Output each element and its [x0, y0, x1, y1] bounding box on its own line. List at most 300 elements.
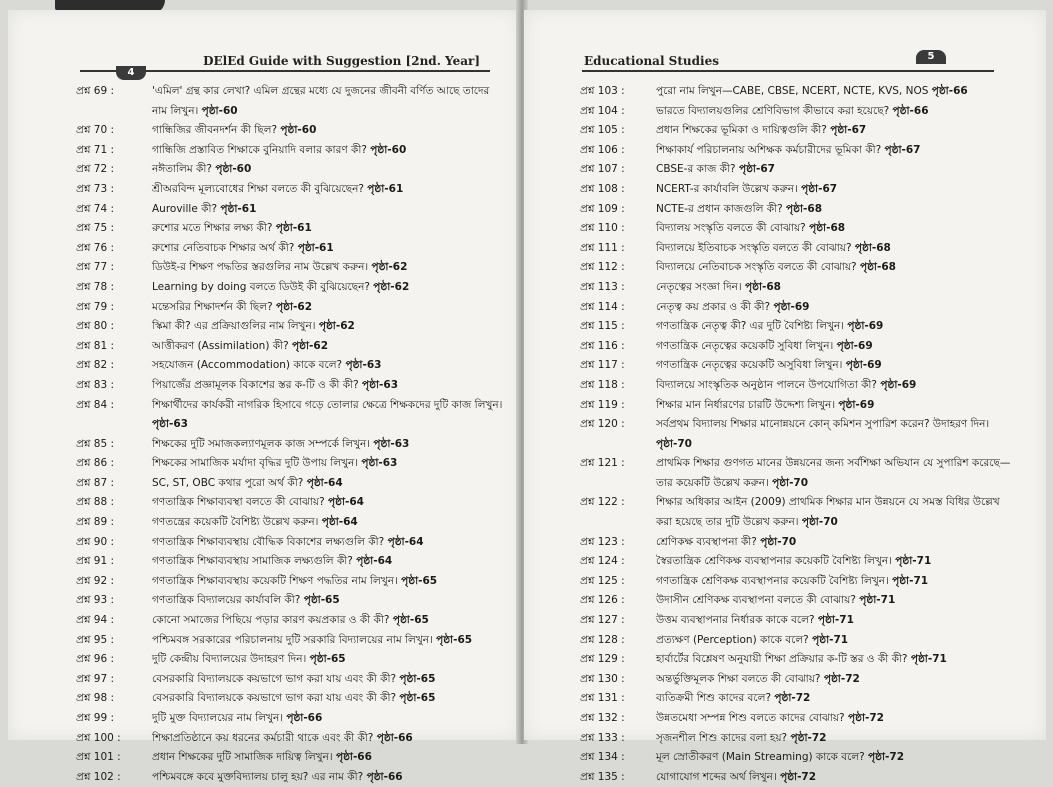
question-number: প্রশ্ন 116 : [580, 339, 625, 352]
question-text: বিদ্যালয় সংস্কৃতি বলতে কী বোঝায়? [656, 222, 806, 235]
question-number: প্রশ্ন 100 : [76, 731, 121, 744]
question-text-wrap [656, 121, 1016, 141]
question-text-wrap [152, 396, 504, 435]
question-item [580, 219, 1016, 239]
left-page [8, 10, 520, 783]
question-number: প্রশ্ন 111 : [580, 241, 625, 254]
question-page-ref: পৃষ্ঠা-63 [345, 359, 382, 372]
question-text: কোনো সমাজের পিছিয়ে পড়ার কারণ কয়প্রকার ও কী কী? [152, 614, 390, 627]
question-text: নঈতালিম কী? [152, 163, 212, 176]
question-number: প্রশ্ন 77 : [76, 261, 115, 274]
question-text: পশ্চিমবঙ্গে কবে মুক্তবিদ্যালয় চালু হয়? এর নাম কী? [152, 770, 364, 783]
question-number: প্রশ্ন 117 : [580, 359, 625, 372]
question-number: প্রশ্ন 91 : [76, 555, 115, 568]
question-page-ref: পৃষ্ঠা-66 [376, 731, 413, 744]
question-text-wrap [152, 219, 504, 239]
question-item [76, 376, 504, 396]
question-page-ref: পৃষ্ঠা-72 [823, 672, 860, 685]
question-text-wrap [152, 454, 504, 474]
question-number: প্রশ্ন 79 : [76, 300, 115, 313]
question-text-wrap [152, 278, 504, 298]
question-number: প্রশ্ন 121 : [580, 457, 625, 470]
question-item [76, 82, 504, 121]
question-text-wrap [656, 376, 1016, 396]
question-page-ref: পৃষ্ঠা-60 [215, 163, 252, 176]
question-number: প্রশ্ন 94 : [76, 614, 115, 627]
question-text: SC, ST, OBC কথার পুরো অর্থ কী? [152, 476, 304, 489]
question-item [76, 239, 504, 259]
question-text: মন্তেসরির শিক্ষাদর্শন কী ছিল? [152, 300, 273, 313]
question-page-ref: পৃষ্ঠা-62 [371, 261, 408, 274]
question-item [76, 768, 504, 787]
question-text: প্রত্যক্ষণ (Perception) কাকে বলে? [656, 633, 809, 646]
question-page-ref: পৃষ্ঠা-69 [880, 378, 917, 391]
question-text-wrap [656, 591, 1016, 611]
question-item [76, 631, 504, 651]
question-item [76, 278, 504, 298]
question-number: প্রশ্ন 113 : [580, 280, 625, 293]
question-text: প্রাথমিক শিক্ষার গুণগত মানের উন্নয়নের জন্য সর্বশিক্ষা অভিযান যে সুপারিশ করেছে—তার কয়েকটি উল্লেখ করুন। [656, 457, 1011, 489]
question-page-ref: পৃষ্ঠা-67 [830, 124, 867, 137]
question-text: গণতান্ত্রিক নেতৃত্বের কয়েকটি সুবিধা লিখুন। [656, 339, 834, 352]
question-text: হার্বার্টের বিশ্লেষণ অনুযায়ী শিক্ষা প্রক্রিয়ার ক-টি স্তর ও কী কী? [656, 653, 908, 666]
question-item [76, 709, 504, 729]
question-text-wrap [656, 200, 1016, 220]
question-text: শিক্ষার্থীদের কার্যকরী নাগরিক হিসাবে গড়ে তোলার ক্ষেত্রে শিক্ষকদের দুটি কাজ লিখুন। [152, 398, 503, 411]
question-text: উত্তম ব্যবস্থাপনার নির্ধারক কাকে বলে? [656, 614, 815, 627]
question-number: প্রশ্ন 96 : [76, 653, 115, 666]
question-text-wrap [656, 670, 1016, 690]
question-item [580, 689, 1016, 709]
question-text: উন্নতমেধা সম্পন্ন শিশু বলতে কাদের বোঝায়? [656, 712, 845, 724]
question-item [76, 258, 504, 278]
question-item [580, 748, 1016, 768]
question-item [76, 533, 504, 553]
question-text-wrap [656, 180, 1016, 200]
question-text: গণতান্ত্রিক শ্রেণিকক্ষ ব্যবস্থাপনার কয়েকটি বৈশিষ্ট্য লিখুন। [656, 574, 889, 587]
question-text: বিদ্যালয়ে ইতিবাচক সংস্কৃতি বলতে কী বোঝায়? [656, 241, 852, 254]
question-page-ref: পৃষ্ঠা-61 [275, 222, 312, 235]
question-page-ref: পৃষ্ঠা-60 [280, 124, 317, 137]
question-text-wrap [656, 219, 1016, 239]
question-page-ref: পৃষ্ঠা-66 [931, 85, 968, 97]
question-number: প্রশ্ন 126 : [580, 594, 625, 607]
question-page-ref: পৃষ্ঠা-70 [801, 516, 838, 529]
question-text-wrap [152, 533, 504, 553]
question-text: নেতৃত্ব কয় প্রকার ও কী কী? [656, 300, 771, 313]
question-text: বেসরকারি বিদ্যালয়কে কয়ভাগে ভাগ করা যায় এবং কী কী? [152, 672, 397, 685]
question-item [76, 356, 504, 376]
question-page-ref: পৃষ্ঠা-64 [321, 516, 358, 529]
question-item [580, 278, 1016, 298]
question-item [76, 474, 504, 494]
question-number: প্রশ্ন 71 : [76, 143, 115, 156]
question-number: প্রশ্ন 82 : [76, 359, 115, 372]
question-text-wrap [152, 376, 504, 396]
question-page-ref: পৃষ্ঠা-65 [303, 594, 340, 607]
question-text-wrap [152, 689, 504, 709]
question-page-ref: পৃষ্ঠা-70 [772, 476, 809, 489]
question-text-wrap [152, 572, 504, 592]
question-page-ref: পৃষ্ঠা-65 [309, 653, 346, 666]
question-text-wrap [152, 709, 504, 729]
right-question-list [580, 82, 1016, 787]
question-page-ref: পৃষ্ঠা-62 [292, 339, 329, 352]
question-item [580, 239, 1016, 259]
question-item [580, 337, 1016, 357]
question-item [580, 82, 1016, 102]
question-text-wrap [656, 768, 1016, 787]
question-page-ref: পৃষ্ঠা-71 [892, 574, 929, 587]
question-item [580, 729, 1016, 749]
question-item [580, 493, 1016, 532]
question-page-ref: পৃষ্ঠা-68 [859, 261, 896, 274]
question-text-wrap [152, 768, 504, 787]
question-text-wrap [656, 258, 1016, 278]
question-text-wrap [656, 141, 1016, 161]
question-text: সৃজনশীল শিশু কাদের বলা হয়? [656, 731, 788, 744]
question-text-wrap [152, 180, 504, 200]
question-number: প্রশ্ন 128 : [580, 633, 625, 646]
question-page-ref: পৃষ্ঠা-60 [370, 143, 407, 156]
question-item [580, 572, 1016, 592]
question-number: প্রশ্ন 107 : [580, 163, 625, 176]
question-number: প্রশ্ন 95 : [76, 633, 115, 646]
question-text: ভারতে বিদ্যালয়গুলির শ্রেণিবিভাগ কীভাবে করা হয়েছে? [656, 104, 890, 117]
question-item [76, 572, 504, 592]
question-item [580, 670, 1016, 690]
question-number: প্রশ্ন 97 : [76, 672, 115, 685]
question-text-wrap [152, 591, 504, 611]
question-item [76, 552, 504, 572]
question-item [76, 591, 504, 611]
question-text-wrap [656, 356, 1016, 376]
question-number: প্রশ্ন 105 : [580, 124, 625, 137]
right-page [524, 10, 1046, 783]
question-page-ref: পৃষ্ঠা-60 [201, 104, 238, 117]
question-item [580, 160, 1016, 180]
question-item [580, 298, 1016, 318]
question-text-wrap [656, 317, 1016, 337]
question-number: প্রশ্ন 83 : [76, 378, 115, 391]
question-number: প্রশ্ন 72 : [76, 163, 115, 176]
question-text-wrap [152, 121, 504, 141]
question-page-ref: পৃষ্ঠা-69 [836, 339, 873, 352]
question-text-wrap [656, 415, 1016, 454]
question-page-ref: পৃষ্ঠা-62 [276, 300, 312, 313]
question-page-ref: পৃষ্ঠা-68 [786, 202, 823, 215]
question-number: প্রশ্ন 102 : [76, 770, 121, 783]
question-number: প্রশ্ন 125 : [580, 574, 625, 587]
question-number: প্রশ্ন 88 : [76, 496, 115, 509]
question-text: শিক্ষার মান নির্ধারণের চারটি উদ্দেশ্য লিখুন। [656, 398, 836, 411]
question-text: প্রধান শিক্ষকের দুটি সামাজিক দায়িত্ব লিখুন। [152, 751, 333, 764]
question-item [76, 670, 504, 690]
question-text-wrap [152, 435, 504, 455]
question-number: প্রশ্ন 75 : [76, 222, 115, 235]
question-text-wrap [656, 82, 1016, 102]
question-text: নেতৃত্বের সংজ্ঞা দিন। [656, 280, 742, 293]
question-number: প্রশ্ন 99 : [76, 712, 115, 724]
question-text: উদাসীন শ্রেণিকক্ষ ব্যবস্থাপনা বলতে কী বোঝায়? [656, 594, 856, 607]
question-text: গান্ধিজি প্রস্তাবিত শিক্ষাকে বুনিয়াদি বলার কারণ কী? [152, 143, 367, 156]
question-text-wrap [656, 454, 1016, 493]
left-page-header: DElEd Guide with Suggestion [2nd. Year] [203, 54, 480, 68]
question-item [76, 748, 504, 768]
question-text: গণতান্ত্রিক নেতৃত্বের কয়েকটি অসুবিধা লিখুন। [656, 359, 843, 372]
question-item [580, 454, 1016, 493]
question-text-wrap [656, 689, 1016, 709]
question-text-wrap [656, 533, 1016, 553]
question-text-wrap [656, 631, 1016, 651]
question-page-ref: পৃষ্ঠা-64 [328, 496, 364, 509]
question-text: গণতন্ত্রের কয়েকটি বৈশিষ্ট্য উল্লেখ করুন। [152, 516, 319, 529]
question-item [76, 396, 504, 435]
question-text: পুরো নাম লিখুন—CABE, CBSE, NCERT, NCTE, KVS, NOS [656, 85, 929, 97]
question-text-wrap [656, 611, 1016, 631]
question-text: শিক্ষাকার্য পরিচালনায় অশিক্ষক কর্মচারীদের ভূমিকা কী? [656, 143, 882, 156]
question-number: প্রশ্ন 85 : [76, 437, 115, 450]
question-number: প্রশ্ন 103 : [580, 85, 625, 97]
question-number: প্রশ্ন 120 : [580, 418, 625, 431]
question-number: প্রশ্ন 81 : [76, 339, 115, 352]
question-item [76, 454, 504, 474]
question-text: দুটি কেন্দ্রীয় বিদ্যালয়ের উদাহরণ দিন। [152, 653, 307, 666]
question-number: প্রশ্ন 118 : [580, 378, 625, 391]
question-item [76, 337, 504, 357]
question-number: প্রশ্ন 112 : [580, 261, 625, 274]
question-text: অন্তর্ভুক্তিমূলক শিক্ষা বলতে কী বোঝায়? [656, 672, 821, 685]
question-number: প্রশ্ন 104 : [580, 104, 625, 117]
question-page-ref: পৃষ্ঠা-64 [387, 535, 424, 548]
question-text: গণতান্ত্রিক শিক্ষাব্যবস্থায় সামাজিক লক্ষ্যগুলি কী? [152, 555, 353, 568]
question-number: প্রশ্ন 110 : [580, 222, 625, 235]
question-text: Learning by doing বলতে ডিউই কী বুঝিয়েছেন? [152, 280, 370, 293]
question-item [580, 768, 1016, 787]
question-item [580, 258, 1016, 278]
question-text: 'এমিল' গ্রন্থ কার লেখা? এমিল গ্রন্থের মধ্যে যে দুজনের জীবনী বর্ণিত আছে তাদের নাম লিখুন। [152, 85, 490, 117]
question-text-wrap [656, 552, 1016, 572]
question-text: দুটি মুক্ত বিদ্যালয়ের নাম লিখুন। [152, 712, 283, 724]
question-text: গান্ধিজির জীবনদর্শন কী ছিল? [152, 124, 278, 137]
question-item [580, 317, 1016, 337]
question-page-ref: পৃষ্ঠা-71 [859, 594, 896, 607]
question-page-ref: পৃষ্ঠা-71 [812, 633, 849, 646]
question-number: প্রশ্ন 90 : [76, 535, 115, 548]
question-text: NCERT-র কার্যাবলি উল্লেখ করুন। [656, 182, 798, 195]
question-page-ref: পৃষ্ঠা-61 [220, 202, 257, 215]
question-text: প্রধান শিক্ষকের ভূমিকা ও দায়িত্বগুলি কী? [656, 124, 827, 137]
question-page-ref: পৃষ্ঠা-63 [373, 437, 410, 450]
question-text: স্কিমা কী? এর প্রক্রিয়াগুলির নাম লিখুন। [152, 320, 316, 333]
question-item [580, 180, 1016, 200]
question-item [580, 356, 1016, 376]
question-text-wrap [152, 729, 504, 749]
question-page-ref: পৃষ্ঠা-61 [367, 182, 404, 195]
question-item [76, 650, 504, 670]
question-page-ref: পৃষ্ঠা-70 [656, 437, 692, 450]
question-text-wrap [152, 239, 504, 259]
question-number: প্রশ্ন 92 : [76, 574, 115, 587]
question-text: গণতান্ত্রিক শিক্ষাব্যবস্থা বলতে কী বোঝায়? [152, 496, 325, 509]
question-number: প্রশ্ন 129 : [580, 653, 625, 666]
question-page-ref: পৃষ্ঠা-69 [838, 398, 875, 411]
question-item [580, 200, 1016, 220]
question-page-ref: পৃষ্ঠা-66 [366, 770, 403, 783]
question-text-wrap [656, 298, 1016, 318]
question-page-ref: পৃষ্ঠা-69 [847, 320, 884, 333]
right-page-header: Educational Studies [584, 54, 719, 68]
question-page-ref: পৃষ্ঠা-68 [809, 222, 846, 235]
question-text: শিক্ষকের দুটি সমাজকল্যাণমূলক কাজ সম্পর্কে লিখুন। [152, 437, 371, 450]
question-number: প্রশ্ন 86 : [76, 457, 115, 470]
question-item [76, 121, 504, 141]
question-page-ref: পৃষ্ঠা-65 [436, 633, 473, 646]
question-number: প্রশ্ন 135 : [580, 770, 625, 783]
question-text-wrap [152, 200, 504, 220]
question-text: মূল স্রোতীকরণ (Main Streaming) কাকে বলে? [656, 751, 865, 764]
question-text-wrap [656, 160, 1016, 180]
question-item [76, 493, 504, 513]
question-text: বিদ্যালয়ে নেতিবাচক সংস্কৃতি বলতে কী বোঝায়? [656, 261, 857, 274]
question-item [580, 650, 1016, 670]
question-number: প্রশ্ন 119 : [580, 398, 625, 411]
question-text: গণতান্ত্রিক শিক্ষাব্যবস্থায় কয়েকটি শিক্ষণ পদ্ধতির নাম লিখুন। [152, 574, 398, 587]
question-text: সহযোজন (Accommodation) কাকে বলে? [152, 359, 343, 372]
question-page-ref: পৃষ্ঠা-67 [738, 163, 775, 176]
question-item [76, 689, 504, 709]
question-text-wrap [152, 552, 504, 572]
question-number: প্রশ্ন 93 : [76, 594, 115, 607]
question-text-wrap [656, 572, 1016, 592]
question-text-wrap [152, 474, 504, 494]
question-text-wrap [152, 493, 504, 513]
question-page-ref: পৃষ্ঠা-72 [868, 751, 905, 764]
question-page-ref: পৃষ্ঠা-71 [817, 614, 854, 627]
question-text: আত্তীকরণ (Assimilation) কী? [152, 339, 289, 352]
question-item [580, 611, 1016, 631]
question-text: শিক্ষকের সামাজিক মর্যাদা বৃদ্ধির দুটি উপায় লিখুন। [152, 457, 359, 470]
question-text: ডিউই-র শিক্ষণ পদ্ধতির স্তরগুলির নাম উল্লেখ করুন। [152, 261, 369, 274]
question-item [76, 317, 504, 337]
question-page-ref: পৃষ্ঠা-62 [373, 280, 410, 293]
question-text: ব্যতিক্রমী শিশু কাদের বলে? [656, 692, 772, 705]
question-text: যোগাযোগ শব্দের অর্থ লিখুন। [656, 770, 777, 783]
question-number: প্রশ্ন 122 : [580, 496, 625, 509]
question-item [76, 513, 504, 533]
question-text: শ্রীঅরবিন্দ মূল্যবোধের শিক্ষা বলতে কী বুঝিয়েছেন? [152, 182, 364, 195]
question-number: প্রশ্ন 130 : [580, 672, 625, 685]
question-page-ref: পৃষ্ঠা-70 [760, 535, 797, 548]
question-item [580, 141, 1016, 161]
question-page-ref: পৃষ্ঠা-65 [401, 574, 438, 587]
question-text: শ্রেণিকক্ষ ব্যবস্থাপনা কী? [656, 535, 757, 548]
question-text-wrap [656, 748, 1016, 768]
question-text-wrap [152, 631, 504, 651]
question-text-wrap [152, 82, 504, 121]
question-page-ref: পৃষ্ঠা-71 [895, 555, 932, 568]
question-number: প্রশ্ন 76 : [76, 241, 115, 254]
question-item [76, 200, 504, 220]
question-page-ref: পৃষ্ঠা-64 [306, 476, 343, 489]
question-number: প্রশ্ন 109 : [580, 202, 625, 215]
question-text: পিয়াজেঁর প্রজ্ঞামূলক বিকাশের স্তর ক-টি ও কী কী? [152, 378, 359, 391]
question-item [76, 298, 504, 318]
question-number: প্রশ্ন 101 : [76, 751, 121, 764]
question-page-ref: পৃষ্ঠা-72 [847, 712, 884, 724]
question-number: প্রশ্ন 73 : [76, 182, 115, 195]
right-page-number: 5 [916, 50, 946, 64]
question-text-wrap [656, 729, 1016, 749]
question-page-ref: পৃষ্ঠা-72 [790, 731, 827, 744]
question-text-wrap [656, 337, 1016, 357]
question-text: বিদ্যালয়ে সাংস্কৃতিক অনুষ্ঠান পালনে উপযোগিতা কী? [656, 378, 878, 391]
question-number: প্রশ্ন 108 : [580, 182, 625, 195]
question-number: প্রশ্ন 124 : [580, 555, 625, 568]
question-page-ref: পৃষ্ঠা-69 [845, 359, 882, 372]
left-page-number: 4 [116, 66, 146, 80]
question-number: প্রশ্ন 106 : [580, 143, 625, 156]
question-page-ref: পৃষ্ঠা-66 [892, 104, 929, 117]
question-text: বেসরকারি বিদ্যালয়কে কয়ভাগে ভাগ করা যায় এবং কী কী? [152, 692, 397, 705]
question-item [76, 180, 504, 200]
question-item [580, 709, 1016, 729]
question-page-ref: পৃষ্ঠা-67 [801, 182, 838, 195]
question-text-wrap [152, 611, 504, 631]
question-number: প্রশ্ন 78 : [76, 280, 115, 293]
question-text-wrap [152, 141, 504, 161]
question-text-wrap [152, 258, 504, 278]
question-page-ref: পৃষ্ঠা-68 [744, 280, 781, 293]
question-number: প্রশ্ন 69 : [76, 85, 115, 97]
question-text-wrap [152, 650, 504, 670]
question-number: প্রশ্ন 80 : [76, 320, 115, 333]
question-text-wrap [656, 102, 1016, 122]
question-number: প্রশ্ন 70 : [76, 124, 115, 137]
question-page-ref: পৃষ্ঠা-63 [361, 457, 398, 470]
question-text: গণতান্ত্রিক শিক্ষাব্যবস্থায় বৌদ্ধিক বিকাশের লক্ষ্যগুলি কী? [152, 535, 385, 548]
question-item [76, 729, 504, 749]
question-page-ref: পৃষ্ঠা-67 [884, 143, 921, 156]
question-number: প্রশ্ন 127 : [580, 614, 625, 627]
question-number: প্রশ্ন 87 : [76, 476, 115, 489]
question-number: প্রশ্ন 98 : [76, 692, 115, 705]
question-text: স্বৈরতান্ত্রিক শ্রেণিকক্ষ ব্যবস্থাপনার কয়েকটি বৈশিষ্ট্য লিখুন। [656, 555, 892, 568]
question-item [580, 396, 1016, 416]
question-text-wrap [152, 317, 504, 337]
question-text-wrap [152, 670, 504, 690]
question-number: প্রশ্ন 89 : [76, 516, 115, 529]
question-page-ref: পৃষ্ঠা-64 [356, 555, 393, 568]
question-text: গণতান্ত্রিক নেতৃত্ব কী? এর দুটি বৈশিষ্ট্য লিখুন। [656, 320, 845, 333]
question-text-wrap [152, 748, 504, 768]
question-item [580, 533, 1016, 553]
question-text-wrap [656, 650, 1016, 670]
question-item [76, 611, 504, 631]
question-item [580, 631, 1016, 651]
question-item [580, 102, 1016, 122]
question-page-ref: পৃষ্ঠা-71 [910, 653, 947, 666]
question-text-wrap [152, 337, 504, 357]
question-item [580, 415, 1016, 454]
question-page-ref: পৃষ্ঠা-68 [854, 241, 891, 254]
question-text-wrap [656, 493, 1016, 532]
question-item [580, 552, 1016, 572]
question-item [580, 376, 1016, 396]
question-number: প্রশ্ন 131 : [580, 692, 625, 705]
question-text-wrap [656, 709, 1016, 729]
question-text: NCTE-র প্রধান কাজগুলি কী? [656, 202, 783, 215]
